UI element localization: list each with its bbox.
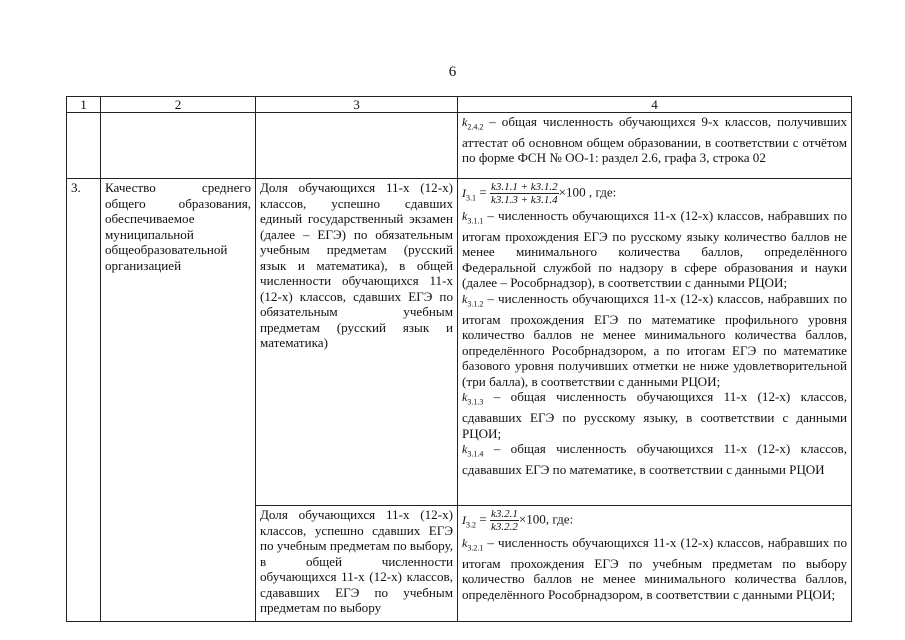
definition-k312: $k_{3.1.2}$ – численность обучающихся 11-х (12-х) классов, набравших по итогам прохождения ЕГЭ по математике профильного уровня количество баллов не менее минимального количества баллов, определённого Рособрнадзором, а по итогам ЕГЭ по математике базового уровня получивших отметки не ниже удовлетворительной (три балла), в соответствии с данными РЦОИ; xyxy=(462,290,847,389)
definition-k321: $k_{3.2.1}$ – численность обучающихся 11-х (12-х) классов, набравших по итогам прохождения ЕГЭ по учебным предметам по выбору количество баллов не менее минимального количества баллов, определённого Рособрнадзором, в соответствии с данными РЦОИ; xyxy=(462,535,847,602)
variable-k242: $k_{2.4.2}$ xyxy=(462,115,484,132)
definition-k242: $k_{2.4.2}$ – общая численность обучающихся 9-х классов, получивших аттестат об основном общем образовании, в соответствии с отчётом по форме ФСН № ОО-1: раздел 2.6, графа 3, строка 02 xyxy=(458,113,852,179)
table-header-row xyxy=(67,97,852,113)
fraction: $\frac{k3.2.1}{k3.2.2}$ xyxy=(490,508,518,533)
fraction: $\frac{k3.1.1 + k3.1.2}{k3.1.3 + k3.1.4}$ xyxy=(490,181,558,206)
indicator-2-formula-cell xyxy=(458,506,852,622)
header-cell-2: 2 xyxy=(101,97,256,113)
header-cell-4: 4 xyxy=(458,97,852,113)
definition-k313: $k_{3.1.3}$ – общая численность обучающихся 11-х (12-х) классов, сдававших ЕГЭ по русскому языку, в соответствии с данными РЦОИ; xyxy=(462,389,847,441)
page-number: 6 xyxy=(448,64,457,80)
definition-k311: $k_{3.1.1}$ – численность обучающихся 11-х (12-х) классов, набравших по итогам прохождения ЕГЭ по русскому языку количество баллов не менее минимального количества баллов, определённого Федеральной службой по надзору в сфере образования и науки (далее – Рособрнадзор), в соответствии с данными РЦОИ; xyxy=(462,208,847,291)
table-row-continuation xyxy=(67,113,852,179)
indicator-2-description: Доля обучающихся 11-х (12-х) классов, успешно сдавших ЕГЭ по учебным предметам по выбору, в общей численности обучающихся 11-х (12-х) классов, сдававших ЕГЭ по учебным предметам по выбору xyxy=(256,506,458,622)
criterion-cell: Качество среднего общего образования, обеспечиваемое муниципальной общеобразовательной организацией xyxy=(101,179,256,622)
formula-i32: $I_{3.2}$ = $\frac{k3.2.1}{k3.2.2}$ ×100, где: xyxy=(462,508,574,533)
definition-k314: $k_{3.1.4}$ – общая численность обучающихся 11-х (12-х) классов, сдававших ЕГЭ по математике, в соответствии с данными РЦОИ xyxy=(462,441,847,478)
header-cell-3: 3 xyxy=(256,97,458,113)
header-cell-1: 1 xyxy=(67,97,101,113)
row-number: 3. xyxy=(67,179,101,622)
indicator-1-description: Доля обучающихся 11-х (12-х) классов, успешно сдавших единый государственный экзамен (далее – ЕГЭ) по обязательным учебным предметам (русский язык и математика), в общей численности обучающихся 11-х (12-х) классов, сдавших ЕГЭ по обязательным учебным предметам (русский язык и математика) xyxy=(256,179,458,506)
formula-i31: $I_{3.1}$ = $\frac{k3.1.1 + k3.1.2}{k3.1.3 + k3.1.4}$ ×100 , где: xyxy=(462,181,617,206)
criteria-table xyxy=(66,96,852,622)
indicator-1-formula-cell xyxy=(458,179,852,506)
table-row-3 xyxy=(67,179,852,506)
